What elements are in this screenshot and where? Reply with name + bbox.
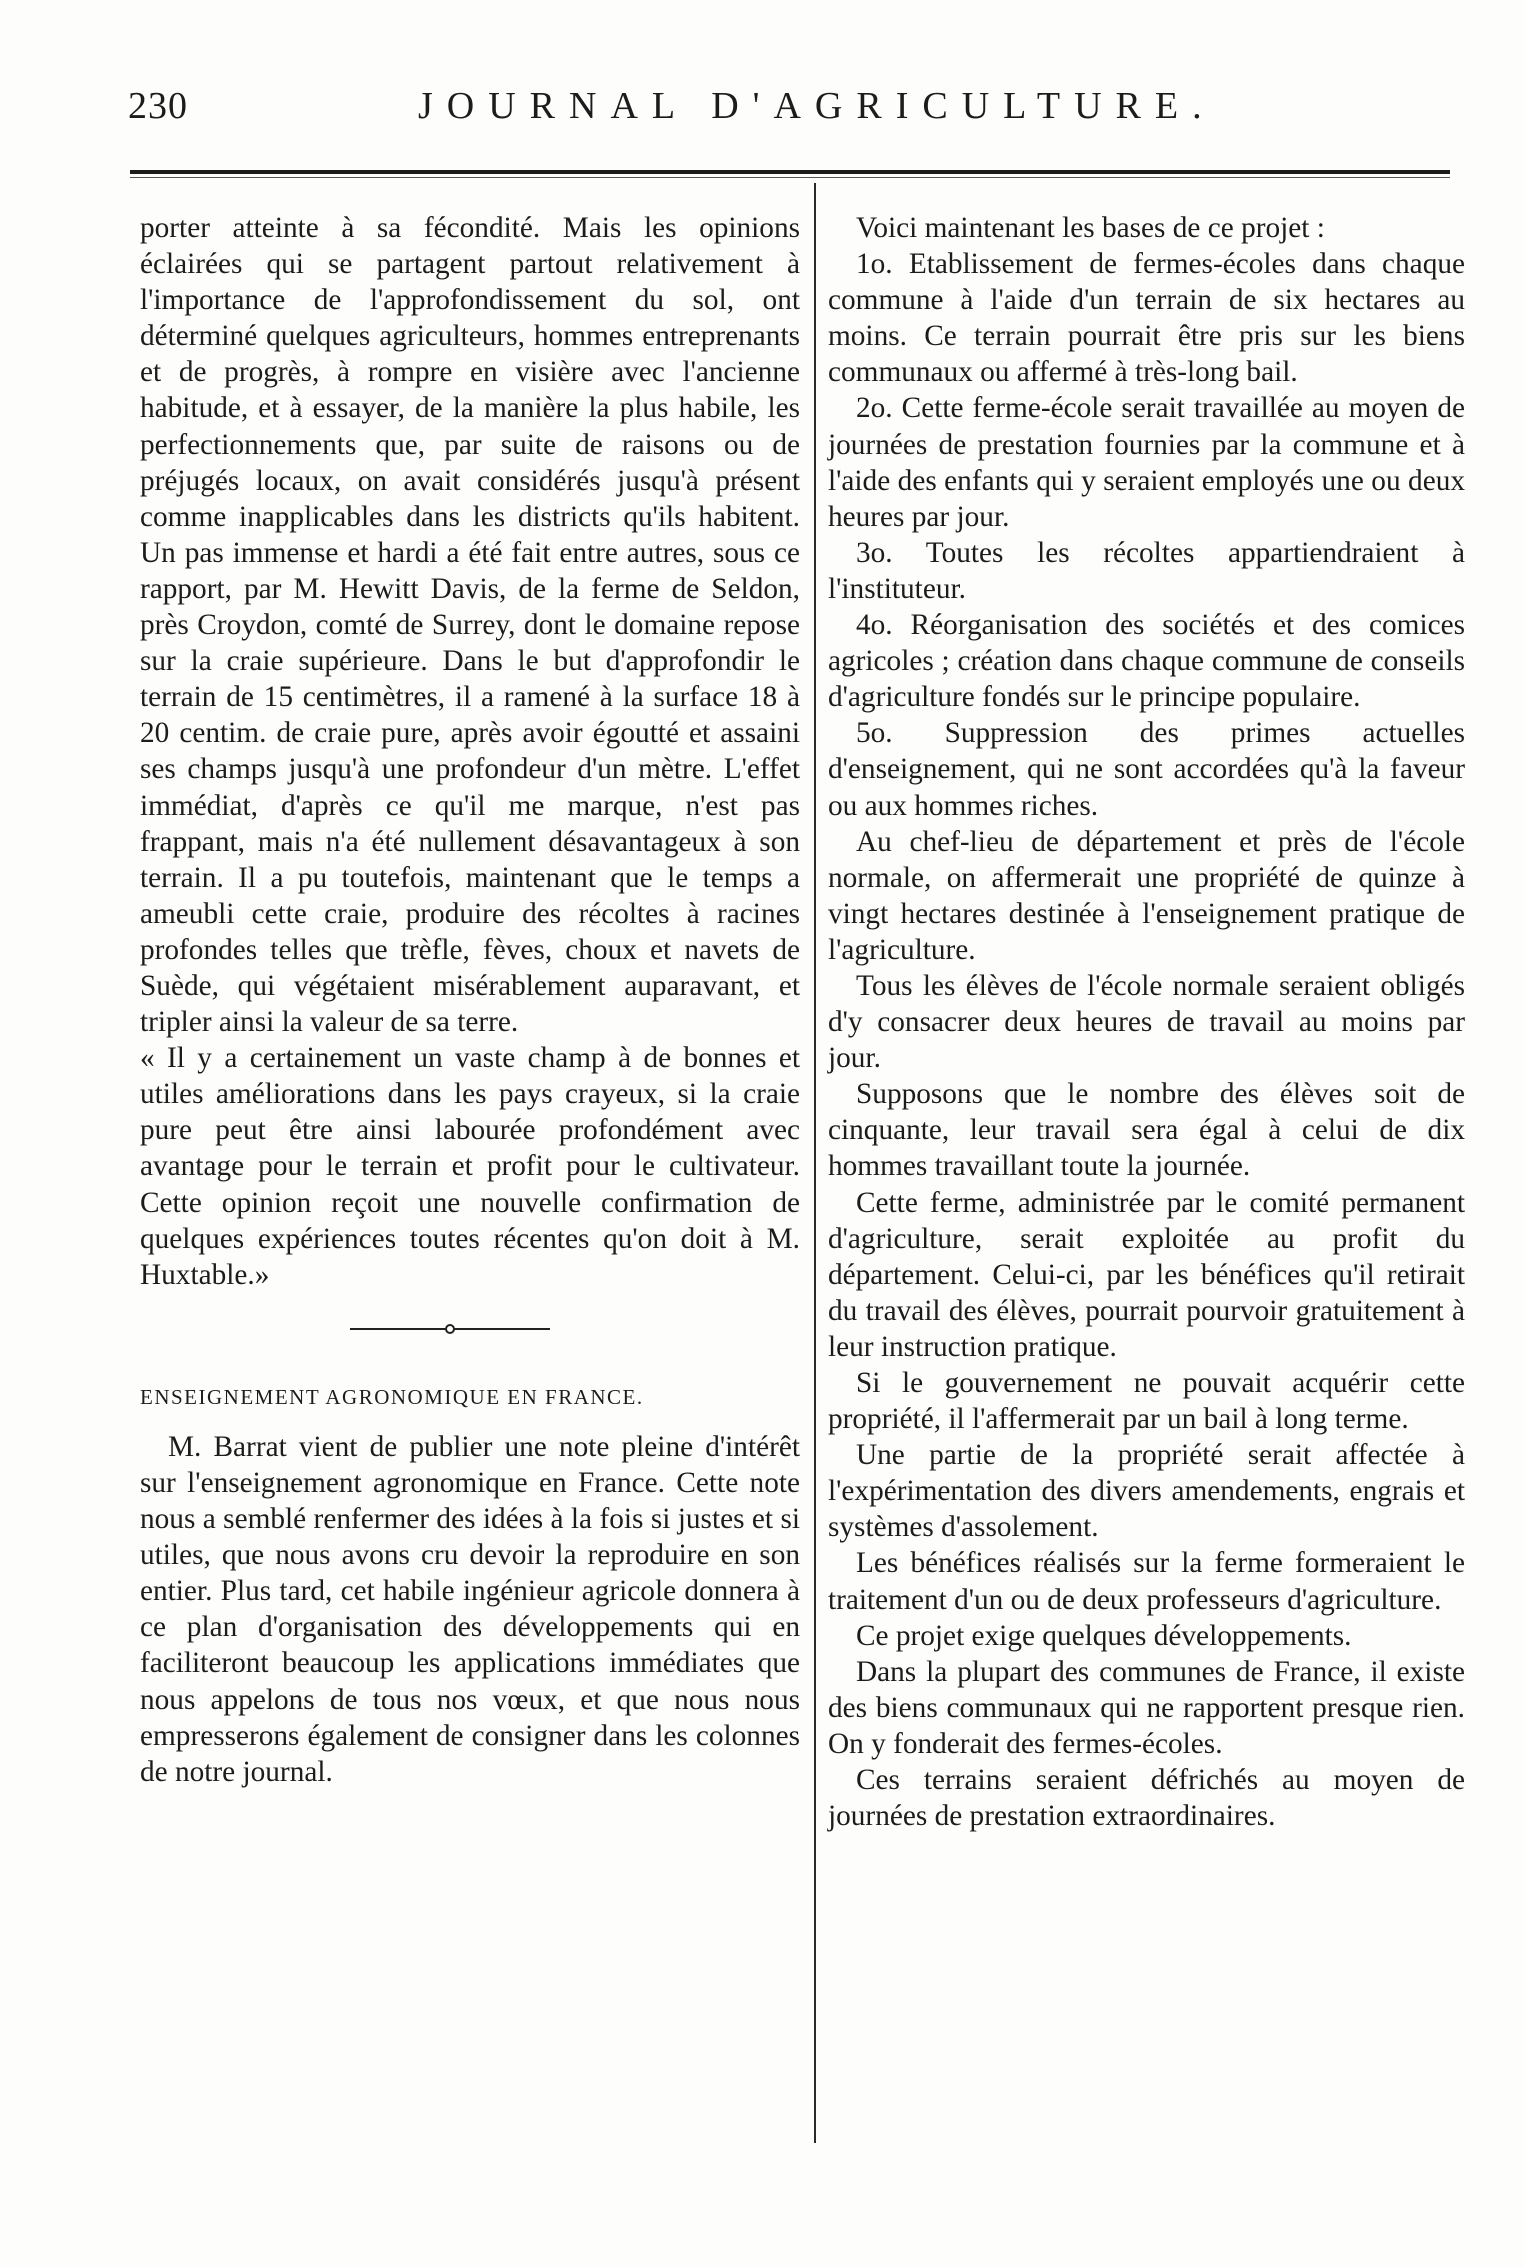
right-column [828,210,1465,1834]
project-intro: Voici maintenant les bases de ce projet : [856,212,1325,244]
right-paragraph: Ces terrains seraient défrichés au moyen de journées de prestation extraordinaires. [828,1764,1465,1833]
running-title: JOURNAL D'AGRICULTURE. [418,85,1216,127]
project-point-5: 5o. Suppression des primes actuelles d'enseignement, qui ne sont accordées qu'à la faveur ou aux hommes riches. [828,717,1465,822]
left-paragraph-continued: porter atteinte à sa fécondité. Mais les opinions éclairées qui se partagent partout relativement à l'importance de l'approfondissement du sol, ont déterminé quelques agriculteurs, hommes entreprenants et de progrès, à rompre en visière avec l'ancienne habitude, et à essayer, de la manière la plus habile, les perfectionnements que, par suite de raisons ou de préjugés locaux, on avait considérés jusqu'à présent comme inapplicables dans les districts qu'ils habitent. Un pas immense et hardi a été fait entre autres, sous ce rapport, par M. Hewitt Davis, de la ferme de Seldon, près Croydon, comté de Surrey, dont le domaine repose sur la craie supérieure. Dans le but d'approfondir le terrain de 15 centimètres, il a ramené à la surface 18 à 20 centim. de craie pure, après avoir égoutté et assaini ses champs jusqu'à une profondeur d'un mètre. L'effet immédiat, d'après ce qu'il me marque, n'est pas frappant, mais n'a été nullement désavantageux à son terrain. Il a pu toutefois, maintenant que le temps a ameubli cette craie, produire des récoltes à racines profondes telles que trèfle, fèves, choux et navets de Suède, qui végétaient misérablement auparavant, et tripler ainsi la valeur de sa terre. [140,212,800,1039]
right-paragraph: Si le gouvernement ne pouvait acquérir cette propriété, il l'affermerait par un bail à long terme. [828,1367,1465,1436]
page-number: 230 [128,85,188,127]
page-header [128,84,1410,144]
project-point-4: 4o. Réorganisation des sociétés et des comices agricoles ; création dans chaque commune de conseils d'agriculture fondés sur le principe populaire. [828,609,1465,714]
project-point-3: 3o. Toutes les récoltes appartiendraient à l'instituteur. [828,536,1465,605]
right-paragraph: Cette ferme, administrée par le comité permanent d'agriculture, serait exploitée au profit du département. Celui-ci, par les bénéfices qu'il retirait du travail des élèves, pourrait pourvoir gratuitement à leur instruction pratique. [828,1186,1465,1363]
section-ornament [140,1293,800,1363]
huxtable-quote: « Il y a certainement un vaste champ à de bonnes et utiles améliorations dans les pays crayeux, si la craie pure peut être ainsi labourée profondément avec avantage pour le terrain et profit pour le cultivateur. Cette opinion reçoit une nouvelle confirmation de quelques expériences toutes récentes qu'on doit à M. Huxtable.» [140,1042,800,1291]
right-paragraph: Dans la plupart des communes de France, il existe des biens communaux qui ne rapportent presque rien. On y fonderait des fermes-écoles. [828,1655,1465,1760]
header-rule-thin [130,177,1450,178]
header-rule [130,170,1450,174]
project-point-1: 1o. Etablissement de fermes-écoles dans chaque commune à l'aide d'un terrain de six hectares au moins. Ce terrain pourrait être pris sur les biens communaux ou affermé à très-long bail. [828,248,1465,389]
right-paragraph: Tous les élèves de l'école normale seraient obligés d'y consacrer deux heures de travail au moins par jour. [828,969,1465,1075]
project-point-2: 2o. Cette ferme-école serait travaillée au moyen de journées de prestation fournies par la commune et à l'aide des enfants qui y seraient employés une ou deux heures par jour. [828,392,1465,533]
right-paragraph: Une partie de la propriété serait affectée à l'expérimentation des divers amendements, engrais et systèmes d'assolement. [828,1439,1465,1544]
barrat-paragraph: M. Barrat vient de publier une note pleine d'intérêt sur l'enseignement agronomique en France. Cette note nous a semblé renfermer des idées à la fois si justes et si utiles, que nous avons cru devoir la reproduire en son entier. Plus tard, cet habile ingénieur agricole donnera à ce plan d'organisation des développements qui en faciliteront beaucoup les applications immédiates que nous appelons de tous nos vœux, et que nous nous empresserons également de consigner dans les colonnes de notre journal. [140,1430,800,1788]
column-divider [814,183,816,2143]
right-paragraph: Les bénéfices réalisés sur la ferme formeraient le traitement d'un ou de deux professeurs d'agriculture. [828,1547,1465,1616]
left-column [140,210,800,1790]
section-heading: ENSEIGNEMENT AGRONOMIQUE EN FRANCE. [140,1384,644,1409]
right-paragraph: Au chef-lieu de département et près de l'école normale, on affermerait une propriété de quinze à vingt hectares destinée à l'enseignement pratique de l'agriculture. [828,825,1465,966]
right-paragraph: Supposons que le nombre des élèves soit de cinquante, leur travail sera égal à celui de dix hommes travaillant toute la journée. [828,1078,1465,1183]
right-paragraph: Ce projet exige quelques développements. [856,1619,1352,1652]
